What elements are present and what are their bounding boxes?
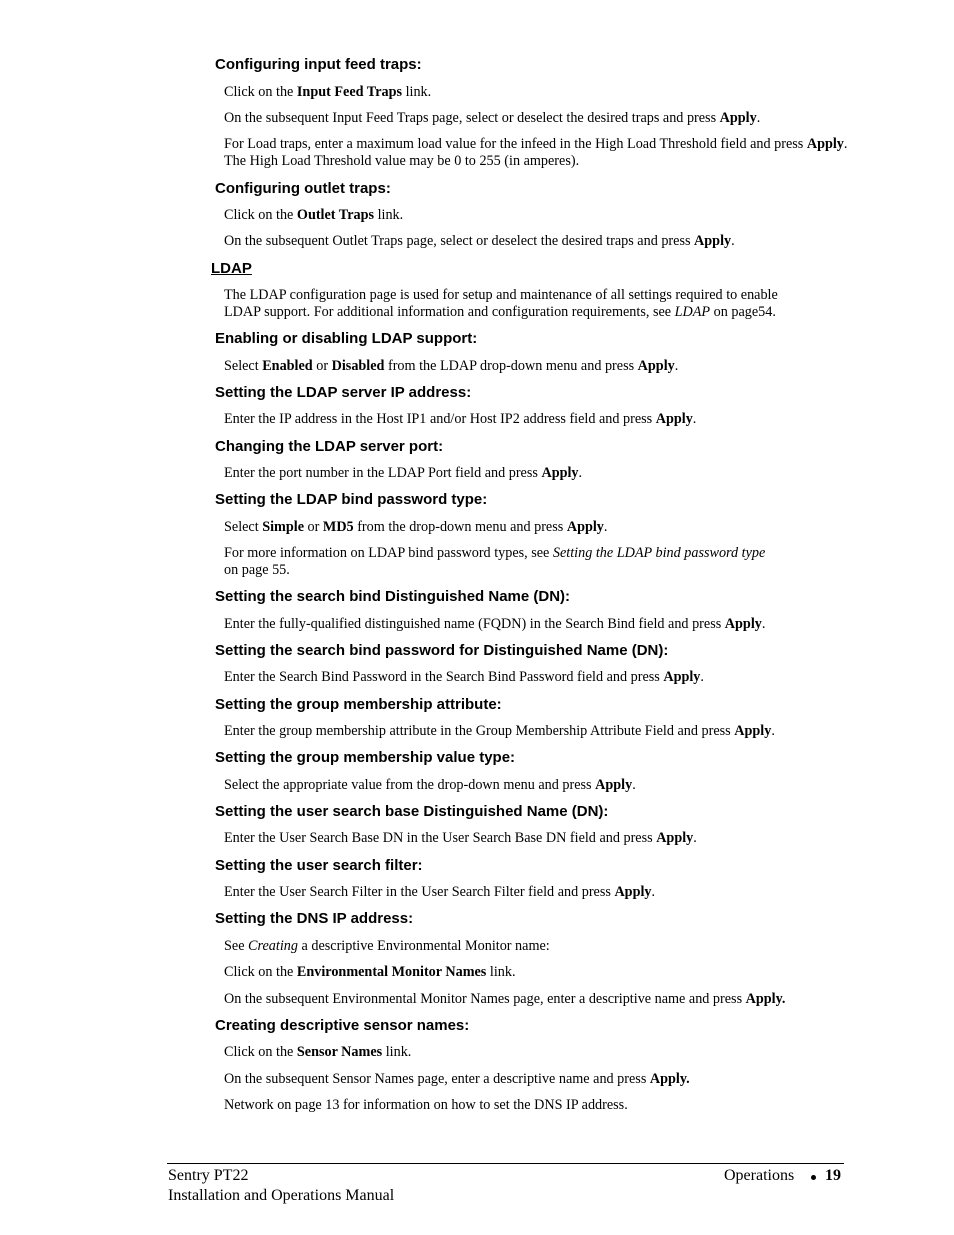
paragraph: Enter the User Search Filter in the User Search Filter field and press Apply. bbox=[224, 884, 656, 900]
heading-server-ip: Setting the LDAP server IP address: bbox=[215, 384, 472, 401]
paragraph: Enter the fully-qualified distinguished name (FQDN) in the Search Bind field and press Apply. bbox=[224, 616, 766, 632]
heading-user-search-filter: Setting the user search filter: bbox=[215, 857, 423, 874]
paragraph: For Load traps, enter a maximum load value for the infeed in the High Load Threshold field and press Apply. bbox=[224, 136, 848, 152]
paragraph: For more information on LDAP bind password types, see Setting the LDAP bind password type bbox=[224, 545, 766, 561]
paragraph: See Creating a descriptive Environmental Monitor name: bbox=[224, 938, 550, 954]
link-text-outlet-traps: Outlet Traps bbox=[296, 207, 375, 223]
paragraph: On the subsequent Input Feed Traps page, select or deselect the desired traps and press Apply. bbox=[224, 110, 761, 126]
paragraph: Click on the Sensor Names link. bbox=[224, 1044, 412, 1060]
paragraph: Select the appropriate value from the drop-down menu and press Apply. bbox=[224, 777, 636, 793]
heading-search-bind-password: Setting the search bind password for Distinguished Name (DN): bbox=[215, 642, 669, 659]
paragraph: Enter the port number in the LDAP Port field and press Apply. bbox=[224, 465, 583, 481]
paragraph: Select Enabled or Disabled from the LDAP drop-down menu and press Apply. bbox=[224, 358, 679, 374]
paragraph: Enter the IP address in the Host IP1 and/or Host IP2 address field and press Apply. bbox=[224, 411, 697, 427]
paragraph-line: The High Load Threshold value may be 0 to 255 (in amperes). bbox=[224, 153, 580, 169]
footer-manual-title: Installation and Operations Manual bbox=[168, 1187, 395, 1204]
paragraph: Enter the Search Bind Password in the Search Bind Password field and press Apply. bbox=[224, 669, 704, 685]
paragraph: On the subsequent Sensor Names page, enter a descriptive name and press Apply. bbox=[224, 1071, 690, 1087]
paragraph: On the subsequent Environmental Monitor Names page, enter a descriptive name and press Apply. bbox=[224, 991, 786, 1007]
footer-divider bbox=[167, 1163, 844, 1164]
link-text-environmental-monitor-names: Environmental Monitor Names bbox=[296, 964, 487, 980]
heading-dns-ip: Setting the DNS IP address: bbox=[215, 910, 414, 927]
link-text-sensor-names: Sensor Names bbox=[296, 1044, 383, 1060]
paragraph: Click on the Environmental Monitor Names link. bbox=[224, 964, 516, 980]
paragraph: Enter the User Search Base DN in the User Search Base DN field and press Apply. bbox=[224, 830, 697, 846]
heading-user-search-base-dn: Setting the user search base Distinguished Name (DN): bbox=[215, 803, 609, 820]
paragraph-line: on page 55. bbox=[224, 562, 290, 578]
heading-enable-ldap: Enabling or disabling LDAP support: bbox=[215, 330, 478, 347]
heading-bind-password-type: Setting the LDAP bind password type: bbox=[215, 491, 488, 508]
paragraph-line: The LDAP configuration page is used for setup and maintenance of all settings required to enable bbox=[224, 287, 778, 303]
heading-group-attribute: Setting the group membership attribute: bbox=[215, 696, 502, 713]
heading-ldap: LDAP bbox=[211, 260, 252, 277]
heading-search-bind-dn: Setting the search bind Distinguished Name (DN): bbox=[215, 588, 571, 605]
footer-section: Operations bbox=[724, 1167, 795, 1184]
heading-server-port: Changing the LDAP server port: bbox=[215, 438, 444, 455]
cross-reference: LDAP bbox=[674, 304, 711, 320]
paragraph: LDAP support. For additional information and configuration requirements, see LDAP on page54. bbox=[224, 304, 776, 320]
paragraph: On the subsequent Outlet Traps page, select or deselect the desired traps and press Apply. bbox=[224, 233, 735, 249]
link-text-input-feed-traps: Input Feed Traps bbox=[296, 84, 403, 100]
paragraph: Click on the Outlet Traps link. bbox=[224, 207, 404, 223]
heading-outlet-traps: Configuring outlet traps: bbox=[215, 180, 391, 197]
paragraph: Select Simple or MD5 from the drop-down menu and press Apply. bbox=[224, 519, 608, 535]
paragraph: Click on the Input Feed Traps link. bbox=[224, 84, 432, 100]
footer-product: Sentry PT22 bbox=[168, 1167, 249, 1184]
cross-reference: Setting the LDAP bind password type bbox=[552, 545, 766, 561]
paragraph-line: Network on page 13 for information on how to set the DNS IP address. bbox=[224, 1097, 628, 1113]
heading-group-value-type: Setting the group membership value type: bbox=[215, 749, 516, 766]
page-number: 19 bbox=[825, 1167, 841, 1184]
paragraph: Enter the group membership attribute in the Group Membership Attribute Field and press Apply. bbox=[224, 723, 775, 739]
heading-sensor-names: Creating descriptive sensor names: bbox=[215, 1017, 470, 1034]
heading-input-feed-traps: Configuring input feed traps: bbox=[215, 56, 422, 73]
bullet-icon bbox=[811, 1175, 816, 1180]
